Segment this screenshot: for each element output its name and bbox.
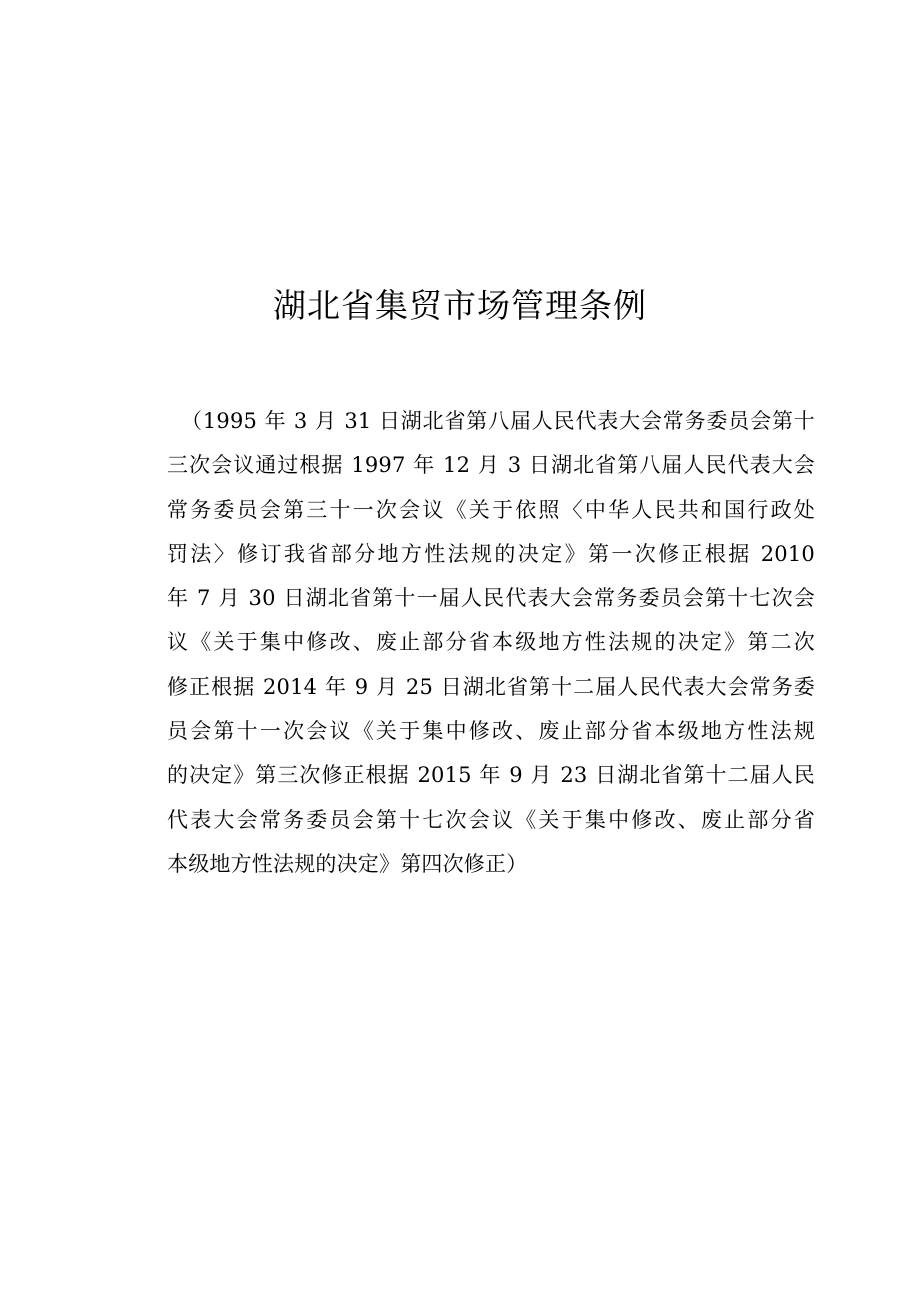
amendment-history-line: （1995 年 3 月 31 日湖北省第八届人民代表大会常务委员会第十 (181, 409, 815, 433)
document-title: 湖北省集贸市场管理条例 (273, 286, 647, 325)
amendment-history (167, 405, 815, 892)
amendment-history-line: 罚法〉修订我省部分地方性法规的决定》第一次修正根据 2010 (167, 541, 815, 566)
amendment-history-line: 员会第十一次会议《关于集中修改、废止部分省本级地方性法规 (167, 719, 815, 744)
amendment-history-line: 代表大会常务委员会第十七次会议《关于集中修改、废止部分省 (167, 807, 815, 832)
amendment-history-line: 常务委员会第三十一次会议《关于依照〈中华人民共和国行政处 (167, 497, 815, 522)
amendment-history-line: 三次会议通过根据 1997 年 12 月 3 日湖北省第八届人民代表大会 (167, 453, 815, 478)
amendment-history-line: 的决定》第三次修正根据 2015 年 9 月 23 日湖北省第十二届人民 (167, 763, 815, 788)
amendment-history-line: 修正根据 2014 年 9 月 25 日湖北省第十二届人民代表大会常务委 (167, 674, 815, 699)
amendment-history-line: 年 7 月 30 日湖北省第十一届人民代表大会常务委员会第十七次会 (167, 586, 815, 611)
amendment-history-line: 本级地方性法规的决定》第四次修正） (167, 851, 528, 876)
amendment-history-line: 议《关于集中修改、废止部分省本级地方性法规的决定》第二次 (167, 630, 815, 655)
